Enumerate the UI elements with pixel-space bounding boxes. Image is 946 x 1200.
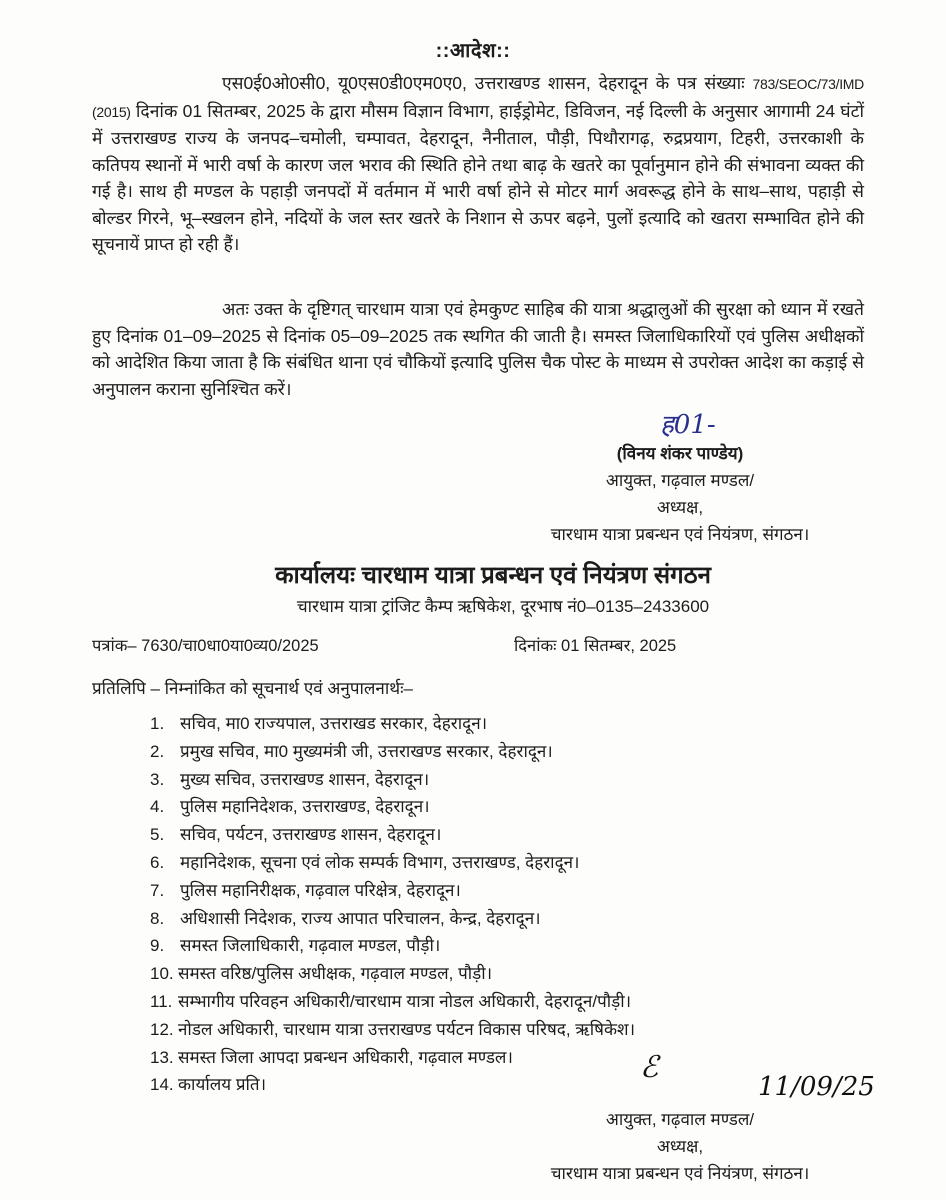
letter-date: दिनांकः 01 सितम्बर, 2025 [514,637,677,655]
list-item: 10. समस्त वरिष्ठ/पुलिस अधीक्षक, गढ़वाल मण्डल, पौड़ी। [150,964,493,984]
signatory-designation-2: अध्यक्ष, [656,1137,704,1156]
list-item: 12. नोडल अधिकारी, चारधाम यात्रा उत्तराखण्ड पर्यटन विकास परिषद, ऋषिकेश। [150,1019,636,1039]
signature-block-1 [480,440,880,548]
list-item: 5. सचिव, पर्यटन, उत्तराखण्ड शासन, देहरादून। [150,825,442,845]
signatory-designation-1: आयुक्त, गढ़वाल मण्डल/ [605,1110,755,1129]
office-title: कार्यालयः चारधाम यात्रा प्रबन्धन एवं नियंत्रण संगठन [275,562,711,589]
signatory-designation-1: आयुक्त, गढ़वाल मण्डल/ [605,471,755,490]
order-heading: ::आदेश:: [435,40,511,62]
order-paragraph-1 [92,70,864,258]
signatory-designation-3: चारधाम यात्रा प्रबन्धन एवं नियंत्रण, संगठन। [550,1164,810,1183]
list-item: 6. महानिदेशक, सूचना एवं लोक सम्पर्क विभाग, उत्तराखण्ड, देहरादून। [150,852,580,872]
list-item: 11. सम्भागीय परिवहन अधिकारी/चारधाम यात्रा नोडल अधिकारी, देहरादून/पौड़ी। [150,991,632,1011]
office-address: चारधाम यात्रा ट्रांजिट कैम्प ऋषिकेश, दूरभाष नं0–0135–2433600 [296,597,710,616]
list-item: 8. अधिशासी निदेशक, राज्य आपात परिचालन, केन्द्र, देहरादून। [150,908,541,928]
signatory-designation-3: चारधाम यात्रा प्रबन्धन एवं नियंत्रण, संगठन। [550,525,810,544]
list-item: 3. मुख्य सचिव, उत्तराखण्ड शासन, देहरादून। [150,769,430,789]
letter-reference-number: 783/SEOC/73/IMD (2015) [92,76,864,120]
signatory-name: (विनय शंकर पाण्डेय) [616,444,744,463]
handwritten-signature-1: ह01- [660,410,716,440]
list-item: 4. पुलिस महानिदेशक, उत्तराखण्ड, देहरादून। [150,797,430,817]
paragraph-1-text-a: एस0ई0ओ0सी0, यू0एस0डी0एम0ए0, उत्तराखण्ड शासन, देहरादून के पत्र संख्याः [222,73,753,93]
list-item: 2. प्रमुख सचिव, मा0 मुख्यमंत्री जी, उत्तराखण्ड सरकार, देहरादून। [150,741,553,761]
copy-to-list [150,710,635,1099]
list-item: 1. सचिव, मा0 राज्यपाल, उत्तराखड सरकार, देहरादून। [150,714,488,733]
list-item: 9. समस्त जिलाधिकारी, गढ़वाल मण्डल, पौड़ी। [150,936,441,956]
handwritten-signature-date: 11/09/25 [758,1072,875,1102]
signatory-designation-2: अध्यक्ष, [656,498,704,517]
copy-to-intro: प्रतिलिपि – निम्नांकित को सूचनार्थ एवं अनुपालनार्थः– [92,679,413,698]
paragraph-1-text-b: दिनांक 01 सितम्बर, 2025 के द्वारा मौसम विज्ञान विभाग, हाईड्रोमेट, डिविजन, नई दिल्ली के अनुसार आगामी 24 घंटों में उत्तराखण्ड राज्य के जनपद–चमोली, चम्पावत, देहरादून, नैनीताल, पौड़ी, पिथौरागढ़, रुद्रप्रयाग, टिहरी, उत्तरकाशी के कतिपय स्थानों में भारी वर्षा के कारण जल भराव की स्थिति होने तथा बाढ़ के खतरे का पूर्वानुमान होने की संभावना व्यक्त की गई है। साथ ही मण्डल के पहाड़ी जनपदों में वर्तमान में भारी वर्षा होने से मोटर मार्ग अवरूद्ध होने के साथ–साथ, पहाड़ी से बोल्डर गिरने, भू–स्खलन होने, नदियों के जल स्तर खतरे के निशान से ऊपर बढ़ने, पुलों इत्यादि को खतरा सम्भावित होने की सूचनायें प्राप्त हो रही हैं। [92,100,864,254]
handwritten-signature-2: ℰ [640,1050,659,1085]
list-item: 13. समस्त जिला आपदा प्रबन्धन अधिकारी, गढ़वाल मण्डल। [150,1047,513,1067]
list-item: 14. कार्यालय प्रति। [150,1075,267,1095]
order-paragraph-2: अतः उक्त के दृष्टिगत् चारधाम यात्रा एवं हेमकुण्ट साहिब की यात्रा श्रद्धालुओं की सुरक्षा को ध्यान में रखते हुए दिनांक 01–09–2025 से दिनांक 05–09–2025 तक स्थगित की जाती है। समस्त जिलाधिकारियों एवं पुलिस अधीक्षकों को आदेशित किया जाता है कि संबंधित थाना एवं चौकियों इत्यादि पुलिस चैक पोस्ट के माध्यम से उपरोक्त आदेश का कड़ाई से अनुपालन कराना सुनिश्चित करें। [92,299,864,399]
signature-block-2 [480,1106,880,1187]
letter-number: पत्रांक– 7630/चा0धा0या0व्य0/2025 [92,637,319,655]
list-item: 7. पुलिस महानिरीक्षक, गढ़वाल परिक्षेत्र, देहरादून। [150,880,461,900]
